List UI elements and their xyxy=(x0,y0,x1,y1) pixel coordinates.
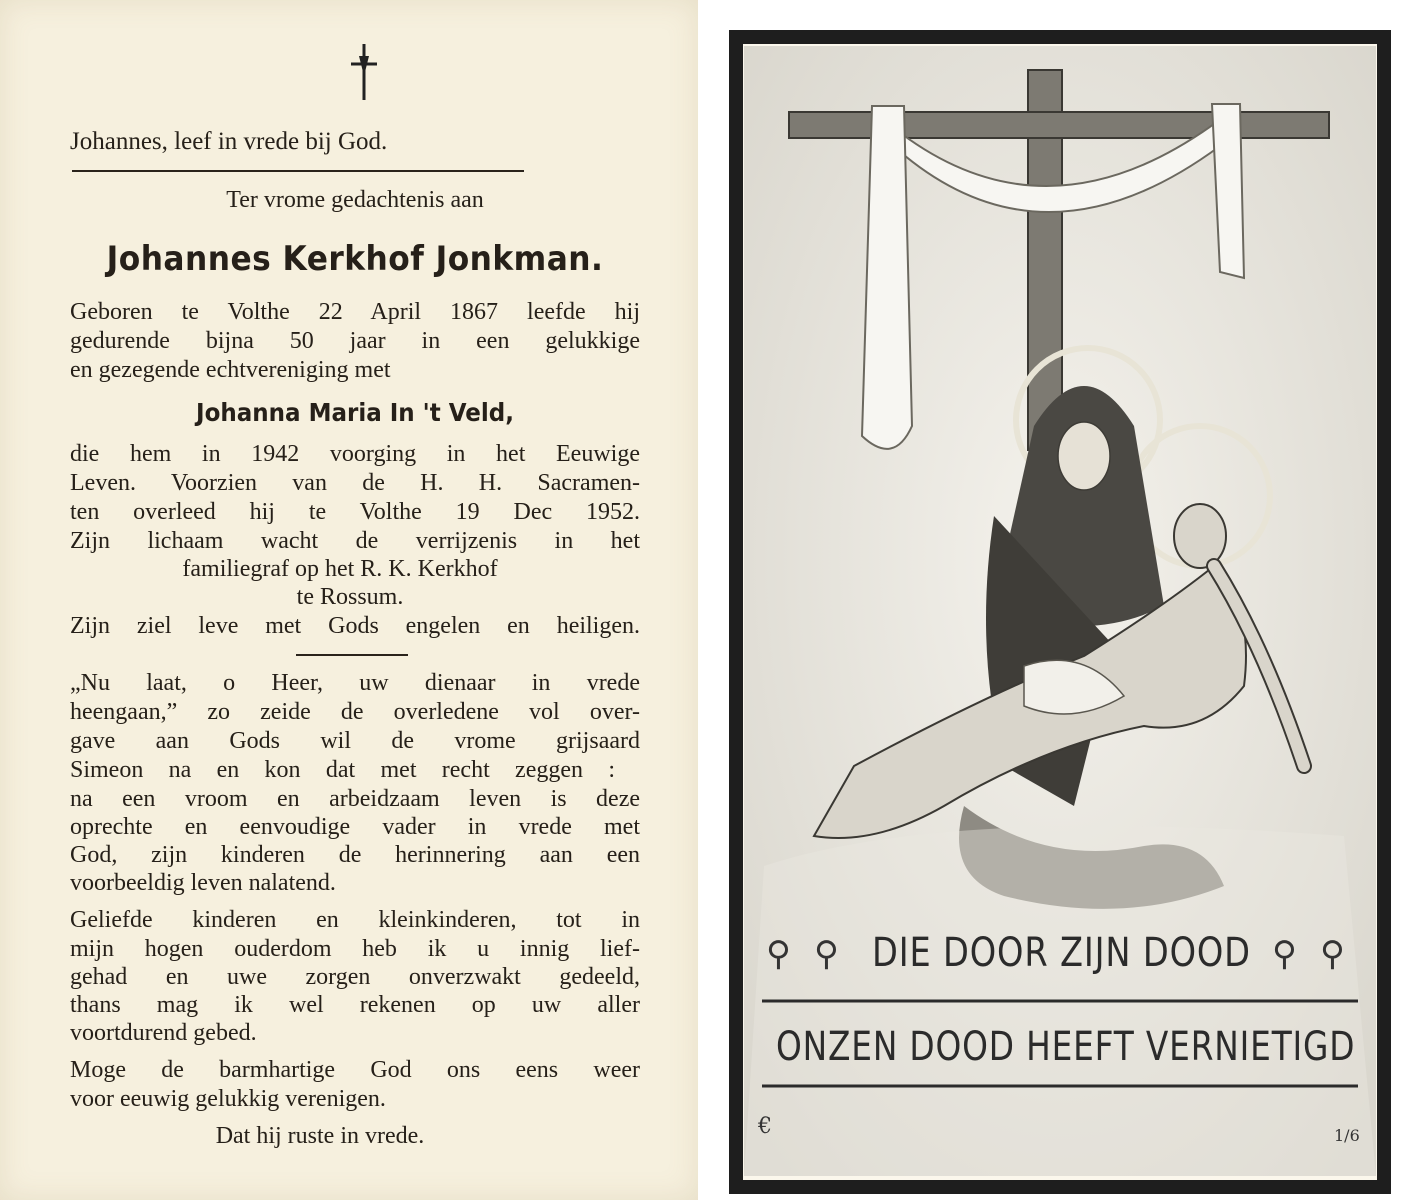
quote-line: oprechte en eenvoudige vader in vrede met xyxy=(70,814,640,840)
address-line: voortdurend gebed. xyxy=(70,1020,257,1046)
prayer-line: Moge de barmhartige God ons eens weer xyxy=(70,1057,640,1083)
bio-line: Zijn ziel leve met Gods engelen en heiligen. xyxy=(70,613,640,639)
address-line: mijn hogen ouderdom heb ik u innig lief- xyxy=(70,936,640,962)
quote-line: God, zijn kinderen de herinnering aan een xyxy=(70,842,640,868)
address-line: thans mag ik wel rekenen op uw aller xyxy=(70,992,640,1018)
cross-ornament-icon: ⚲ xyxy=(814,934,839,974)
motto-line-1: DIE DOOR ZIJN DOOD xyxy=(872,930,1251,976)
cross-ornament-icon: ⚲ xyxy=(1320,934,1345,974)
intro-text: Ter vrome gedachtenis aan xyxy=(226,187,484,213)
quote-line: voorbeeldig leven nalatend. xyxy=(70,870,336,896)
mourning-border xyxy=(729,30,1391,1194)
quote-line: „Nu laat, o Heer, uw dienaar in vrede xyxy=(70,670,640,696)
cross-icon xyxy=(341,42,387,102)
card-number: 1/6 xyxy=(1334,1126,1360,1145)
bio-line: Geboren te Volthe 22 April 1867 leefde hij xyxy=(70,299,640,325)
bio-line: gedurende bijna 50 jaar in een gelukkige xyxy=(70,328,640,354)
cross-ornament-icon: ⚲ xyxy=(766,934,791,974)
bio-line: Zijn lichaam wacht de verrijzenis in het xyxy=(70,528,640,554)
printer-mark: € xyxy=(758,1114,772,1139)
spouse-name: Johanna Maria In 't Veld, xyxy=(196,398,514,427)
cross-ornament-icon: ⚲ xyxy=(1272,934,1297,974)
memorial-text-card xyxy=(0,0,698,1200)
bio-line: die hem in 1942 voorging in het Eeuwige xyxy=(70,441,640,467)
motto-line-2: ONZEN DOOD HEEFT VERNIETIGD xyxy=(776,1024,1356,1070)
closing-text: Dat hij ruste in vrede. xyxy=(215,1123,425,1149)
quote-line: gave aan Gods wil de vrome grijsaard xyxy=(70,728,640,754)
quote-line: heengaan,” zo zeide de overledene vol over- xyxy=(70,699,640,725)
prayer-line: voor eeuwig gelukkig verenigen. xyxy=(70,1086,386,1112)
address-line: gehad en uwe zorgen onverzwakt gedeeld, xyxy=(70,964,640,990)
bio-line: ten overleed hij te Volthe 19 Dec 1952. xyxy=(70,499,640,525)
divider-short xyxy=(296,654,408,656)
divider xyxy=(72,170,524,172)
quote-line: Simeon na en kon dat met recht zeggen : xyxy=(70,757,615,783)
bio-line: Leven. Voorzien van de H. H. Sacramen- xyxy=(70,470,640,496)
bio-line: familiegraf op het R. K. Kerkhof xyxy=(182,556,498,582)
deceased-name: Johannes Kerkhof Jonkman. xyxy=(106,239,604,279)
bio-line: te Rossum. xyxy=(296,584,404,610)
address-line: Geliefde kinderen en kleinkinderen, tot in xyxy=(70,907,640,933)
quote-line: na een vroom en arbeidzaam leven is deze xyxy=(70,786,640,812)
header-text: Johannes, leef in vrede bij God. xyxy=(70,128,388,155)
bio-line: en gezegende echtvereniging met xyxy=(70,357,391,383)
